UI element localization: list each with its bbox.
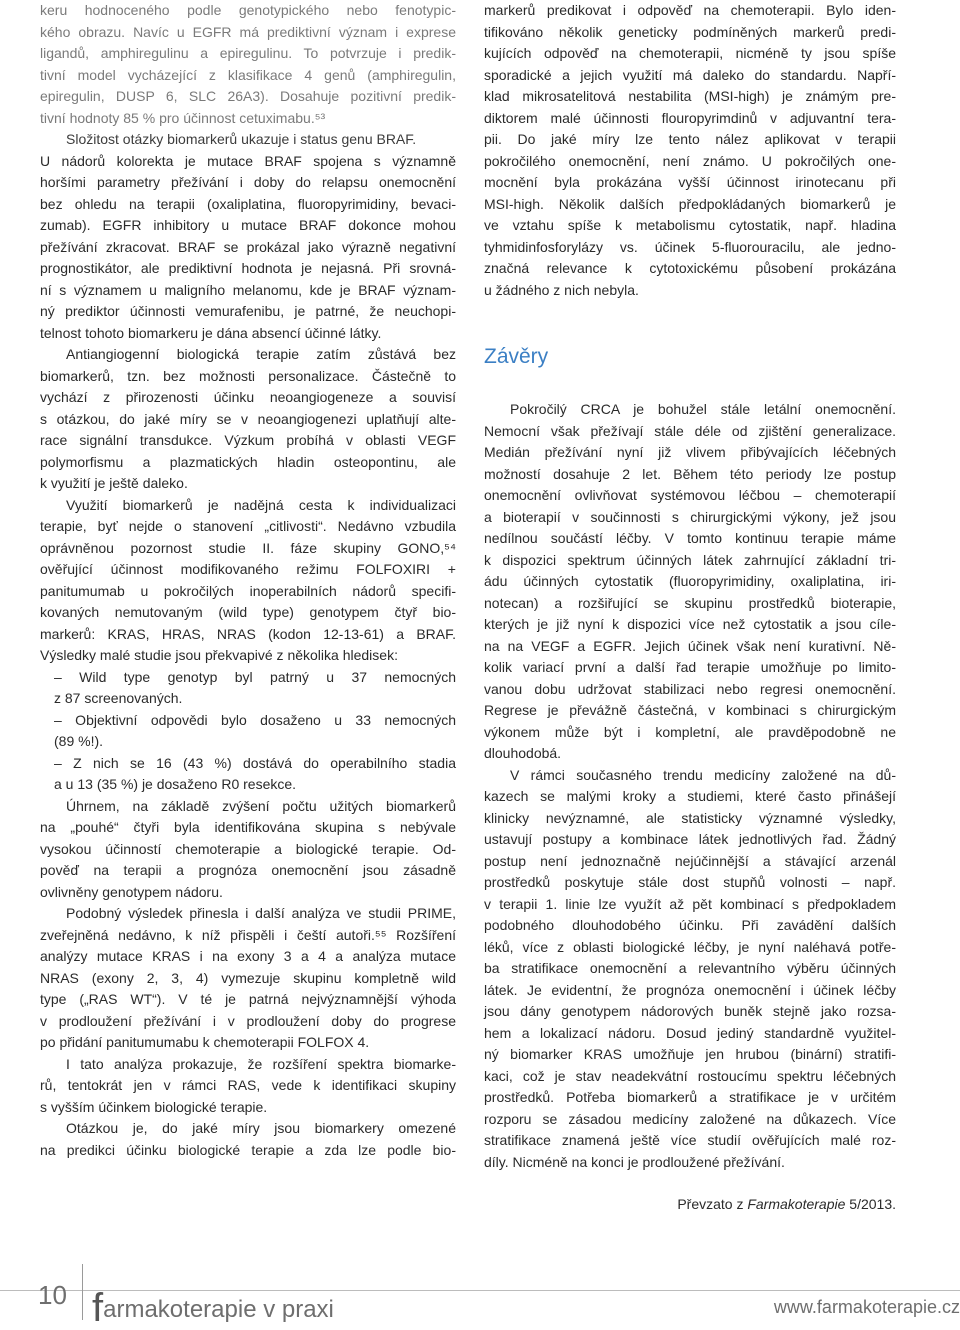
text-line: race signální transdukce. Výzkum probíhá v oblasti VEGF [40, 432, 456, 448]
text-line: prognostikátor, ale prediktivní hodnota je nejasná. Při srovná- [40, 260, 456, 276]
text-line: postup není jednoznačně nejúčinnější a stávající arzenál [484, 852, 896, 869]
text-line: s otázkou, do jaké míry se v neoangiogenezi uplatňují alte- [40, 410, 456, 427]
text-line: ligandů, amphiregulinu a epiregulinu. To potvrzuje i predik- [40, 45, 456, 61]
text-line: vanou dobu udržovat stabilizaci nebo regresi onemocnění. [484, 680, 896, 697]
text-line: oprávněnou pozornost studie II. fáze skupiny GONO,⁵⁴ [40, 539, 456, 556]
text-line: Výsledky malé studie jsou překvapivé z několika hledisek: [40, 647, 398, 663]
text-line: Složitost otázky biomarkerů ukazuje i status genu BRAF. [66, 131, 417, 147]
text-line: kujících odpověď na chemoterapii, nicméně ty jsou spíše [484, 45, 896, 61]
text-line: u žádného z nich nebyla. [484, 281, 639, 298]
text-line: vychází z přirozenosti účinku neoangiogeneze a souvisí [40, 389, 456, 405]
text-line: hem a lokalizací nádoru. Dosud jediný standardně využitel- [484, 1024, 896, 1041]
text-line: pokročilého onemocnění, není známo. U pokročilých one- [484, 152, 896, 169]
text-line: zveřejněná nedávno, k níž přispěli i čeští autoři.⁵⁵ Rozšíření [40, 926, 456, 943]
text-line: prostředků. Potřeba biomarkerů a stratifikace je v určitém [484, 1089, 896, 1105]
right-column-top-text [484, 0, 896, 301]
text-line: dlouhodobá. [484, 745, 562, 761]
text-line: nedílnou součástí léčby. V tomto kontinuu terapie máme [484, 530, 896, 546]
text-line: Otázkou je, do jaké míry jsou biomarkery omezené [66, 1120, 456, 1136]
page-number-separator [82, 1264, 83, 1320]
text-line: kovaných nemutovaným (wild type) genotypem čtyř bio- [40, 604, 456, 620]
text-line: Podobný výsledek přinesla i další analýza ve studii PRIME, [66, 905, 456, 921]
text-line: klad mikrosatelitová nestabilita (MSI-high) je známým pre- [484, 88, 896, 104]
text-line: značná relevance k cytotoxickému působení prokázána [484, 260, 896, 276]
text-line: v terapii 1. linie lze využít až pět kombinací s předpokladem [484, 895, 896, 912]
text-line: mocnění byla prokázána vyšší účinnost irinotecanu při [484, 174, 896, 190]
text-line: látek. Je evidentní, že prognóza onemocnění i účinek léčby [484, 981, 896, 998]
text-line: podobného dlouhodobého účinku. Při zavádění dalších [484, 917, 896, 933]
text-line: Medián přežívání nyní již vlivem přibývajících léčebných [484, 444, 896, 460]
text-line: výkonem může být i kompletní, ale pravděpodobně ne [484, 723, 896, 740]
text-line: – Objektivní odpovědi bylo dosaženo u 33 nemocných [54, 711, 456, 728]
journal-brand [92, 1282, 334, 1330]
text-line: z 87 screenovaných. [54, 690, 183, 706]
brand-name: armakoterapie v praxi [103, 1296, 334, 1323]
text-line: léků, více z oblasti biologické léčby, je nyní naléhavá potře- [484, 938, 896, 955]
text-line: bez ohledu na terapii (oxaliplatina, fluoropyrimidiny, bevaci- [40, 195, 456, 212]
text-line: tifikováno několik geneticky podmíněných markerů predi- [484, 23, 896, 40]
text-line: markerů: KRAS, HRAS, NRAS (kodon 12-13-61) a BRAF. [40, 625, 456, 642]
text-line: I tato analýza prokazuje, že rozšíření spektra biomarke- [66, 1055, 456, 1072]
text-line: vysokou účinností chemoterapie a biologické terapie. Od- [40, 840, 456, 857]
text-line: polymorfismu a plazmatických hladin osteopontinu, ale [40, 453, 456, 470]
text-line: ní s významem u maligního melanomu, kde je BRAF význam- [40, 281, 456, 298]
text-line: keru hodnoceného podle genotypického nebo fenotypic- [40, 2, 456, 18]
text-line: k dispozici spektrum účinných látek zahrnující základní tri- [484, 551, 896, 568]
text-line: type („RAS WT“). V té je patrná nejvýznamnější výhoda [40, 991, 456, 1007]
text-line: ný prediktor účinnosti vemurafenibu, je patrné, že neuchopi- [40, 303, 456, 319]
text-line: prostředků poskytuje stále dost stupňů volnosti – např. [484, 874, 896, 890]
text-line: biomarkerů, tzn. bez možnosti personalizace. Částečně to [40, 367, 456, 384]
text-line: V rámci současného trendu medicíny založené na dů- [510, 766, 896, 783]
text-line: markerů predikovat i odpověď na chemoterapii. Bylo iden- [484, 2, 896, 18]
text-line: pii. Do jaké míry lze tento nález aplikovat v terapii [484, 131, 896, 147]
text-line: ověřující účinnost modifikovaného režimu FOLFOXIRI + [40, 561, 456, 577]
text-line: rů, tentokrát jen v rámci RAS, vede k identifikaci skupiny [40, 1077, 456, 1093]
text-line: (89 %!). [54, 733, 104, 749]
section-heading-zavery: Závěry [484, 345, 549, 368]
text-line: zumab). EGFR inhibitory u mutace BRAF dokonce mohou [40, 217, 456, 233]
text-line: tyhmidinfosforylázy vs. účinek 5-fluorouracilu, ale jedno- [484, 238, 896, 255]
text-line: notecan) a rozšiřující se skupinu prostředků bioterapie, [484, 594, 896, 611]
text-line: telnost tohoto biomarkeru je dána absencí účinné látky. [40, 324, 382, 341]
credit-issue: 5/2013. [845, 1196, 896, 1212]
text-line: jsou dány genotypem nádorových buněk stejně jako rozsa- [484, 1003, 896, 1019]
text-line: horšími parametry přežívání i doby do relapsu onemocnění [40, 174, 456, 190]
text-line: onemocnění ovlivňovat systémovou léčbou – chemoterapií [484, 487, 896, 503]
brand-initial: f [92, 1286, 104, 1330]
text-line: ve vztahu spíše k metabolismu cytostatik, např. hladina [484, 217, 896, 233]
text-line: po přidání panitumumabu k chemoterapii FOLFOX 4. [40, 1034, 370, 1050]
right-column-bottom-text [484, 399, 896, 1173]
website-link[interactable]: www.farmakoterapie.cz [773, 1297, 960, 1317]
text-line: a u 13 (35 %) je dosaženo R0 resekce. [54, 776, 297, 792]
text-line: přežívání zkracovat. BRAF se prokázal jako výrazně negativní [40, 238, 456, 255]
text-line: kaci, což je stav neadekvátní rostoucímu spektru léčebných [484, 1067, 896, 1084]
text-line: diktorem malé účinnosti flouropyrimdinů v adjuvantní tera- [484, 109, 896, 126]
text-line: sporadické a jejich využití má daleko do standardu. Napří- [484, 66, 896, 83]
text-line: Pokročilý CRCA je bohužel stále letální onemocnění. [510, 401, 896, 417]
text-line: kého obrazu. Navíc u EGFR má prediktivní význam i expresе [40, 23, 456, 40]
right-column [484, 0, 896, 1173]
left-column [40, 0, 456, 1161]
text-line: s vyšším účinkem biologické terapie. [40, 1098, 268, 1115]
text-line: Využití biomarkerů je nadějná cesta k individualizaci [66, 496, 456, 513]
text-line: v prodloužení přežívání i v prodloužení doby do progrese [40, 1012, 456, 1029]
text-line: a bioterapií v součinnosti s chirurgickými výkony, jež jsou [484, 508, 896, 525]
page-number: 10 [38, 1280, 67, 1310]
text-line: terapie, byť nejde o stanovení „citlivosti“. Nedávno vzbudila [40, 518, 456, 534]
text-line: klinicky nevýznamné, ale statisticky významné výsledky, [484, 809, 896, 826]
text-line: MSI-high. Několik dalších předpokládaných biomarkerů je [484, 195, 896, 212]
text-line: kterých je již nyní k dispozici více než cytostatik a jsou cíle- [484, 616, 896, 632]
credit-prefix: Převzato z [677, 1196, 748, 1212]
text-line: na predikci účinku biologické terapie a zda lze podle bio- [40, 1141, 456, 1158]
text-line: – Wild type genotyp byl patrný u 37 nemocných [54, 668, 456, 685]
text-line: ný biomarker KRAS umožňuje jen hrubou (binární) stratifi- [484, 1046, 896, 1062]
text-line: Nemocní však přežívají stále déle od zjištění generalizace. [484, 422, 896, 439]
text-line: tivní model vycházející z klasifikace 4 genů (amphiregulin, [40, 66, 456, 83]
text-line: ádu účinných cytostatik (fluoropyrimidiny, oxaliplatina, iri- [484, 573, 896, 589]
source-credit [484, 1196, 896, 1212]
text-line: Antiangiogenní biologická terapie zatím zůstává bez [66, 346, 456, 362]
text-line: U nádorů kolorekta je mutace BRAF spojena s významně [40, 152, 456, 169]
text-line: na na VEGF a EGFR. Jejich účinek však není kurativní. Ně- [484, 637, 896, 654]
text-line: stratifikace znamená ještě více studií ověřujících malé roz- [484, 1132, 896, 1148]
text-line: – Z nich se 16 (43 %) dostává do operabilního stadia [54, 754, 456, 771]
text-line: epiregulin, DUSP 6, SLC 26A3). Dosahuje pozitivní predik- [40, 88, 456, 104]
text-line: Regrese je převážně částečná, v kombinaci s chirurgickým [484, 702, 896, 718]
text-line: rozporu se zásadou medicíny založené na důkazech. Více [484, 1110, 896, 1127]
text-line: ustavují postupy a kombinace látek jednotlivých řad. Žádný [484, 831, 896, 847]
text-line: panitumumab u pokročilých inoperabilních nádorů specifi- [40, 582, 456, 599]
text-line: díly. Nicméně na konci je prodloužené přežívání. [484, 1153, 785, 1170]
text-line: tivní hodnoty 85 % pro účinnost cetuximabu.⁵³ [40, 109, 326, 126]
text-line: k využití je ještě daleko. [40, 475, 188, 491]
text-line: ovlivněny genotypem nádoru. [40, 883, 223, 900]
credit-journal: Farmakoterapie [747, 1196, 846, 1212]
text-line: Úhrnem, na základě zvýšení počtu užitých biomarkerů [66, 797, 456, 814]
text-line: analýzy mutace KRAS i na exony 3 a 4 a analýza mutace [40, 948, 456, 964]
text-line: kolik variací první a další řad terapie umožňuje po limito- [484, 659, 896, 675]
text-line: ba stratifikace onemocnění a relevantního výběru účinných [484, 960, 896, 976]
text-line: NRAS (exony 2, 3, 4) vymezuje skupinu kompletně wild [40, 969, 456, 986]
text-line: kazech se malými kroky a studiemi, které často přinášejí [484, 788, 896, 804]
text-line: pověď na terapii a prognóza onemocnění jsou zásadně [40, 862, 456, 878]
text-line: možností dosahuje 2 let. Během této periody lze postup [484, 465, 896, 482]
text-line: na „pouhé“ čtyři byla identifikována skupina s nebývale [40, 819, 456, 835]
